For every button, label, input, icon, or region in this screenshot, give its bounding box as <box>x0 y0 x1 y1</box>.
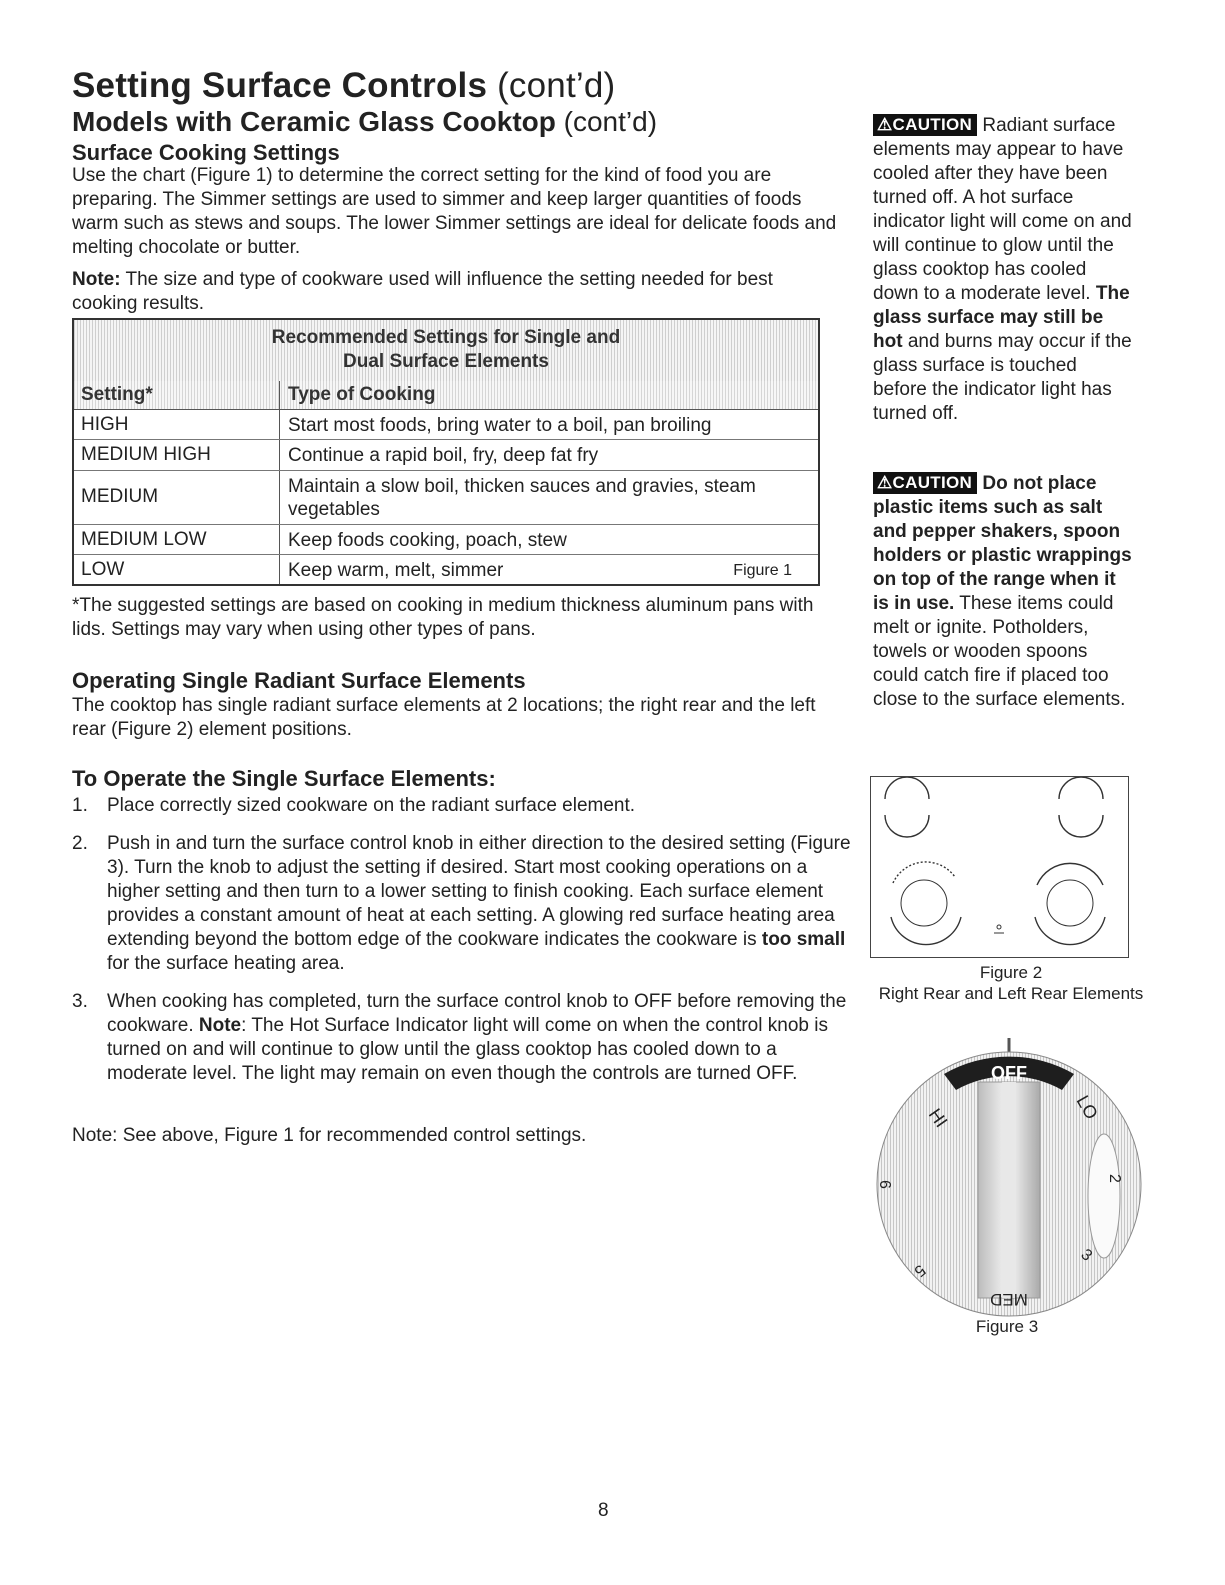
cell-setting: MEDIUM <box>81 486 159 507</box>
step-text: Push in and turn the surface control knob in either direction to the desired setting (Figure 3). Turn the knob to adjust the setting if desired. Start most cooking operations on a higher setting and then turn to a lower setting to finish cooking. Each surface element provides a constant amount of heat at each setting. A glowing red surface heating area extending beyond the bottom edge of the cookware indicates the cookware is too small for the surface heating area. <box>107 833 851 974</box>
table-row <box>74 555 818 584</box>
knob-label-3: 3 <box>1077 1246 1096 1265</box>
knob-label-2: 2 <box>1106 1174 1123 1183</box>
cell-type: Maintain a slow boil, thicken sauces and gravies, steam vegetables <box>288 476 756 520</box>
cell-type: Keep foods cooking, poach, stew <box>288 530 567 551</box>
table-row <box>74 525 818 555</box>
knob-label-6: 6 <box>876 1180 893 1189</box>
section-heading-surface-cooking: Surface Cooking Settings <box>72 140 340 165</box>
cell-setting: MEDIUM HIGH <box>81 444 211 465</box>
table-footnote: *The suggested settings are based on cooking in medium thickness aluminum pans with lids. Settings may vary when using other types of pans. <box>72 595 814 640</box>
caution-badge: ⚠CAUTION <box>873 472 977 494</box>
page-number: 8 <box>598 1500 609 1521</box>
settings-table <box>72 318 820 586</box>
section-heading-to-operate: To Operate the Single Surface Elements: <box>72 766 496 791</box>
cell-type: Continue a rapid boil, fry, deep fat fry <box>288 445 599 466</box>
control-knob-drawing <box>866 1034 1152 1319</box>
step-text: When cooking has completed, turn the surface control knob to OFF before removing the cookware. Note: The Hot Surface Indicator light will come on when the control knob is turned on and will continue to glow until the glass cooktop has cooled down to a moderate level. The light may remain on even though the controls are turned OFF. <box>107 991 847 1084</box>
section-heading-operating: Operating Single Radiant Surface Elements <box>72 668 526 693</box>
caution-box-radiant: ⚠CAUTION Radiant surface elements may appear to have cooled after they have been turned off. A hot surface indicator light will come on and will continue to glow until the glass cooktop has cooled down to a moderate level. The glass surface may still be hot and burns may occur if the glass surface is touched before the indicator light has turned off. <box>873 115 1132 424</box>
column-header-type: Type of Cooking <box>288 384 436 405</box>
table-row <box>74 440 818 471</box>
knob-label-off: OFF <box>991 1063 1027 1083</box>
column-header-setting: Setting* <box>81 384 153 405</box>
final-note: Note: See above, Figure 1 for recommended control settings. <box>72 1125 587 1146</box>
intro-paragraph: Use the chart (Figure 1) to determine the correct setting for the kind of food you are preparing. The Simmer settings are used to simmer and keep larger quantities of foods warm such as stews and soups. The lower Simmer settings are ideal for delicate foods and melting chocolate or butter. <box>72 165 837 258</box>
table-title: Recommended Settings for Single and Dual Surface Elements <box>271 327 621 372</box>
cell-setting: LOW <box>81 559 125 580</box>
table-column-headers <box>74 381 818 410</box>
cooktop-elements-drawing <box>871 777 1128 957</box>
cell-type: Keep warm, melt, simmer <box>288 560 504 581</box>
table-row <box>74 410 818 440</box>
figure-2-cooktop-diagram <box>870 776 1129 958</box>
knob-label-hi: HI <box>924 1104 952 1132</box>
page-subtitle: Models with Ceramic Glass Cooktop (cont’d) <box>72 106 658 137</box>
knob-label-lo: LO <box>1072 1092 1102 1123</box>
cell-setting: MEDIUM LOW <box>81 529 207 550</box>
knob-label-med: MED <box>990 1290 1028 1309</box>
warning-icon: ⚠ <box>877 115 893 134</box>
figure-3-control-knob <box>866 1034 1152 1319</box>
note-paragraph: Note: The size and type of cookware used will influence the setting needed for best cooking results. <box>72 269 773 314</box>
step-number: 3. <box>72 991 88 1012</box>
table-header <box>74 320 818 382</box>
cell-type: Start most foods, bring water to a boil, pan broiling <box>288 415 712 436</box>
warning-icon: ⚠ <box>877 473 893 492</box>
cell-setting: HIGH <box>81 414 129 435</box>
caution-box-plastic: ⚠CAUTION Do not place plastic items such as salt and pepper shakers, spoon holders or plastic wrappings on top of the range when it is in use. These items could melt or ignite. Potholders, towels or wooden spoons could catch fire if placed too close to the surface elements. <box>873 473 1132 710</box>
operating-paragraph: The cooktop has single radiant surface elements at 2 locations; the right rear and the left rear (Figure 2) element positions. <box>72 695 816 740</box>
figure-1-label: Figure 1 <box>733 562 792 579</box>
figure-2-caption: Figure 2 Right Rear and Left Rear Elements <box>878 963 1144 1003</box>
figure-3-caption: Figure 3 <box>975 1317 1039 1336</box>
step-text: Place correctly sized cookware on the radiant surface element. <box>107 795 636 816</box>
step-number: 1. <box>72 795 88 816</box>
knob-label-5: 5 <box>910 1260 929 1280</box>
caution-badge: ⚠CAUTION <box>873 114 977 136</box>
step-number: 2. <box>72 833 88 854</box>
table-row <box>74 471 818 525</box>
page-title: Setting Surface Controls (cont’d) <box>72 66 616 105</box>
